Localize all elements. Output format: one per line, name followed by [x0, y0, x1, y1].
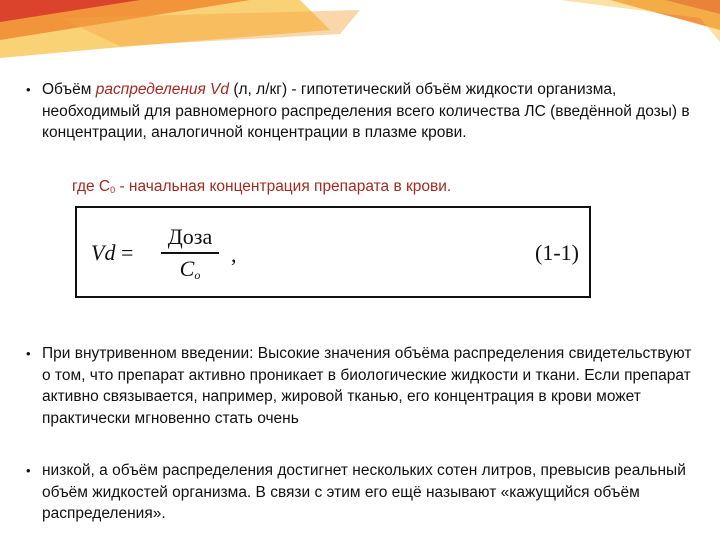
bullet-iv-administration	[26, 343, 696, 429]
formula-fraction	[161, 224, 219, 288]
bullet1-rest: (л, л/кг) - гипотетический объём жидкости организма, необходимый для равномерного распределения всего количества ЛС (введённой дозы) в концентрации, аналогичной концентрации в плазме крови.	[42, 81, 690, 142]
where-subscript: 0	[110, 185, 116, 195]
formula-comma: ,	[231, 242, 237, 267]
formula-denominator	[161, 256, 219, 288]
bullet-marker: •	[26, 82, 31, 97]
bullet1-term: распределения Vd	[95, 81, 230, 98]
formula-equals: =	[115, 240, 134, 265]
bullet-volume-definition	[26, 79, 696, 144]
bullet-text: низкой, а объём распределения достигнет нескольких сотен литров, превысив реальный объём жидкостей организма. В связи с этим его ещё называют «кажущийся объём распределения».	[42, 462, 686, 523]
bullet1-lead: Объём	[42, 81, 96, 98]
bullet-marker: •	[26, 463, 31, 478]
formula-box	[75, 206, 591, 298]
bullet-marker: •	[26, 346, 31, 361]
denominator-symbol: C	[179, 255, 195, 281]
where-dot: .	[446, 178, 452, 195]
bullet-text	[42, 79, 696, 144]
bullet-text: При внутривенном введении: Высокие значения объёма распределения свидетельствуют о том, что препарат активно проникает в биологические жидкости и ткани. Если препарат активно связывается, например, жировой тканью, его концентрация в крови может практически мгновенно стать очень	[42, 345, 692, 427]
initial-concentration-note	[72, 178, 451, 196]
bullet-apparent-volume	[26, 460, 696, 525]
fraction-bar	[161, 252, 219, 254]
where-prefix: где С	[72, 178, 111, 195]
where-suffix: - начальная концентрация препарата в крови	[115, 178, 447, 195]
equation-number: (1-1)	[535, 240, 579, 265]
formula-var: Vd	[91, 240, 116, 265]
formula-lhs	[91, 240, 133, 266]
formula-numerator: Доза	[167, 224, 213, 249]
denominator-subscript: o	[194, 267, 201, 282]
